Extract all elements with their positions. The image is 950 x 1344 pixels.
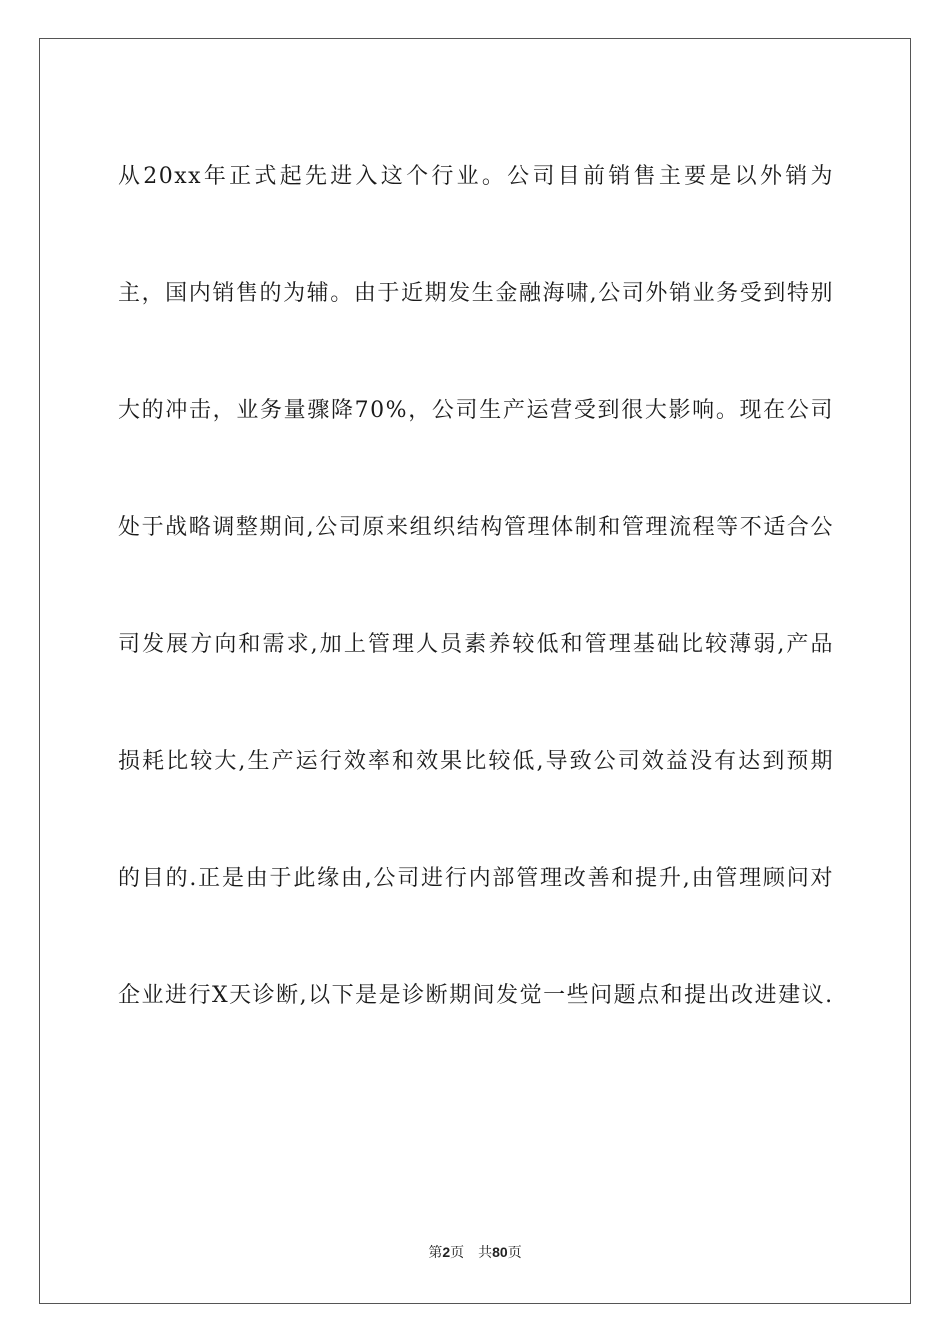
page-footer [0,1243,950,1262]
body-paragraph: 从20xx年正式起先进入这个行业。公司目前销售主要是以外销为主，国内销售的为辅。由于近期发生金融海啸,公司外销业务受到特别大的冲击，业务量骤降70%，公司生产运营受到很大影响。现在公司处于战略调整期间,公司原来组织结构管理体制和管理流程等不适合公司发展方向和需求,加上管理人员素养较低和管理基础比较薄弱,产品损耗比较大,生产运行效率和效果比较低,导致公司效益没有达到预期的目的.正是由于此缘由,公司进行内部管理改善和提升,由管理顾问对企业进行X天诊断,以下是是诊断期间发觉一些问题点和提出改进建议. [118,164,834,1008]
current-page-number: 2 [442,1244,451,1260]
total-pages-number: 80 [492,1244,508,1260]
total-suffix: 页 [507,1245,522,1261]
page-prefix: 第 [428,1245,443,1261]
total-prefix: 共 [478,1245,493,1261]
page-suffix: 页 [450,1245,465,1261]
